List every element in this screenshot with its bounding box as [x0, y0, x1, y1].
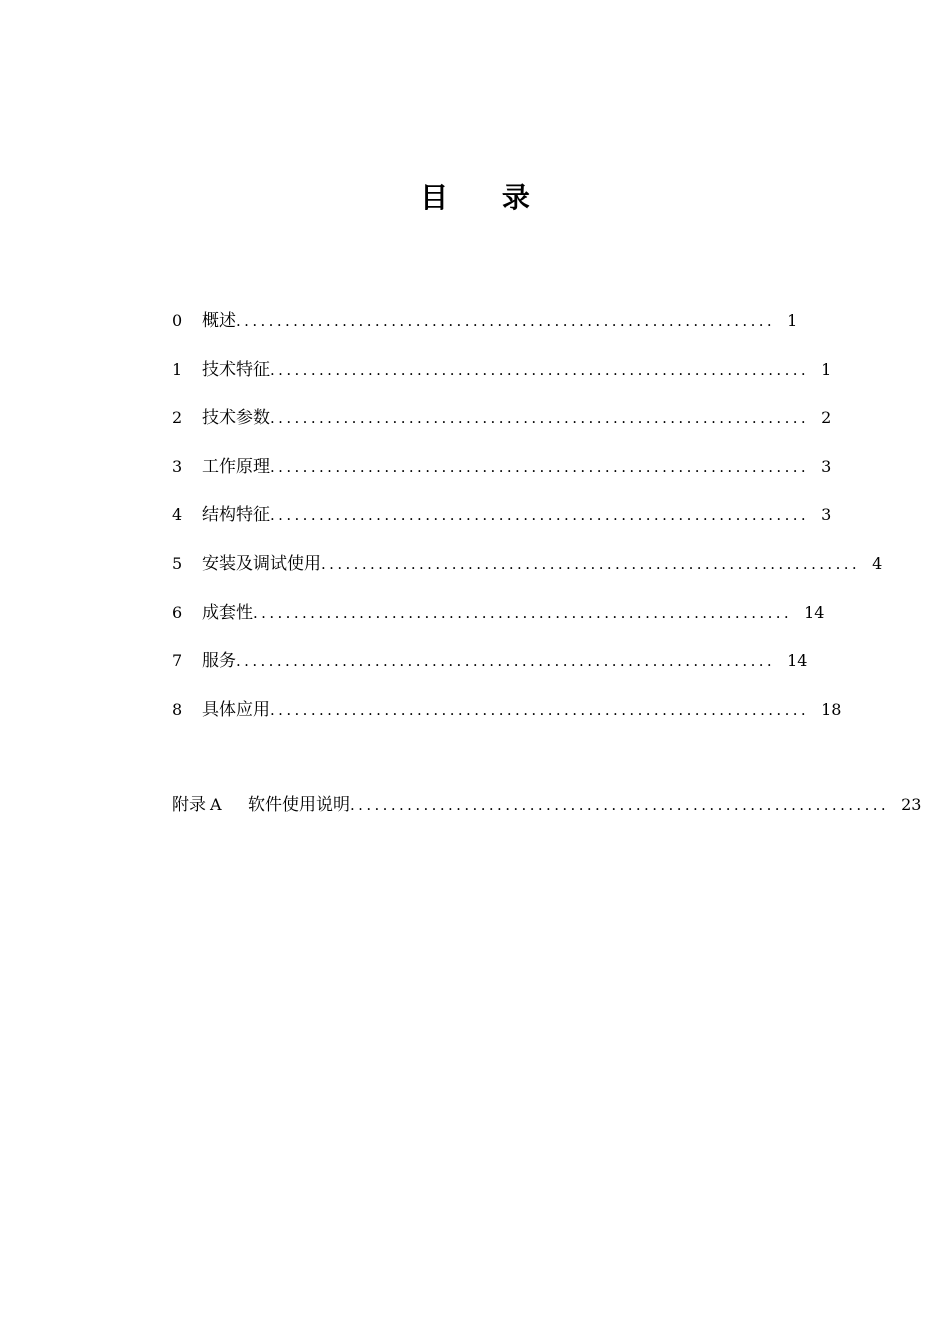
dot-leader: .................................................................. [270, 457, 810, 476]
toc-entry-applications[interactable] [172, 695, 842, 744]
appendix-letter: A [210, 795, 222, 814]
appendix-label: 软件使用说明 [248, 795, 350, 815]
toc-entry-label: 概述 [202, 311, 236, 331]
toc-entry-number: 4 [172, 505, 183, 525]
toc-entry-label: 成套性 [202, 602, 253, 623]
toc-entry-page: 1 [787, 311, 798, 330]
toc-entry-number: 8 [172, 699, 183, 719]
toc-entry-label: 服务 [202, 651, 236, 672]
dot-leader: .................................................................. [270, 700, 810, 719]
toc-entry-page: 14 [804, 602, 825, 622]
toc-entry-page: 4 [872, 553, 883, 573]
appendix-prefix: 附录 [172, 795, 206, 815]
toc-entry-label: 安装及调试使用 [202, 553, 321, 574]
appendix-page: 23 [901, 795, 922, 814]
dot-leader: .................................................................. [236, 312, 776, 330]
toc-entry-page: 3 [821, 505, 832, 525]
toc-entry-label: 技术参数 [202, 408, 270, 429]
dot-leader: .................................................................. [236, 652, 776, 671]
toc-entry-label: 技术特征 [202, 359, 270, 380]
toc-entry-installation[interactable] [172, 549, 883, 598]
toc-entry-completeness[interactable] [172, 598, 825, 647]
toc-entry-page: 14 [787, 651, 808, 671]
toc-entry-label: 工作原理 [202, 456, 270, 477]
table-of-contents [172, 306, 883, 743]
toc-entry-overview[interactable] [172, 306, 798, 355]
toc-entry-number: 2 [172, 408, 183, 428]
toc-entry-number: 1 [172, 359, 183, 379]
toc-entry-appendix-a[interactable] [172, 790, 922, 820]
dot-leader: .................................................................. [270, 506, 810, 525]
toc-entry-number: 5 [172, 553, 183, 573]
toc-entry-number: 7 [172, 651, 183, 671]
page-title: 目 录 [420, 181, 552, 214]
toc-entry-number: 0 [172, 311, 183, 330]
toc-entry-label: 结构特征 [202, 505, 270, 526]
toc-entry-tech-features[interactable] [172, 355, 832, 404]
toc-entry-label: 具体应用 [202, 699, 270, 720]
toc-entry-service[interactable] [172, 646, 808, 695]
dot-leader: .................................................................. [350, 796, 890, 814]
toc-entry-page: 3 [821, 456, 832, 476]
dot-leader: .................................................................. [270, 360, 810, 379]
dot-leader: .................................................................. [270, 409, 810, 428]
toc-entry-number: 3 [172, 456, 183, 476]
toc-entry-page: 2 [821, 408, 832, 428]
toc-entry-tech-params[interactable] [172, 403, 832, 452]
toc-entry-working-principle[interactable] [172, 452, 832, 501]
toc-entry-number: 6 [172, 602, 183, 622]
toc-entry-page: 1 [821, 359, 832, 379]
dot-leader: .................................................................. [321, 554, 861, 573]
toc-entry-structure[interactable] [172, 500, 832, 549]
dot-leader: .................................................................. [253, 603, 793, 622]
toc-entry-page: 18 [821, 699, 842, 719]
